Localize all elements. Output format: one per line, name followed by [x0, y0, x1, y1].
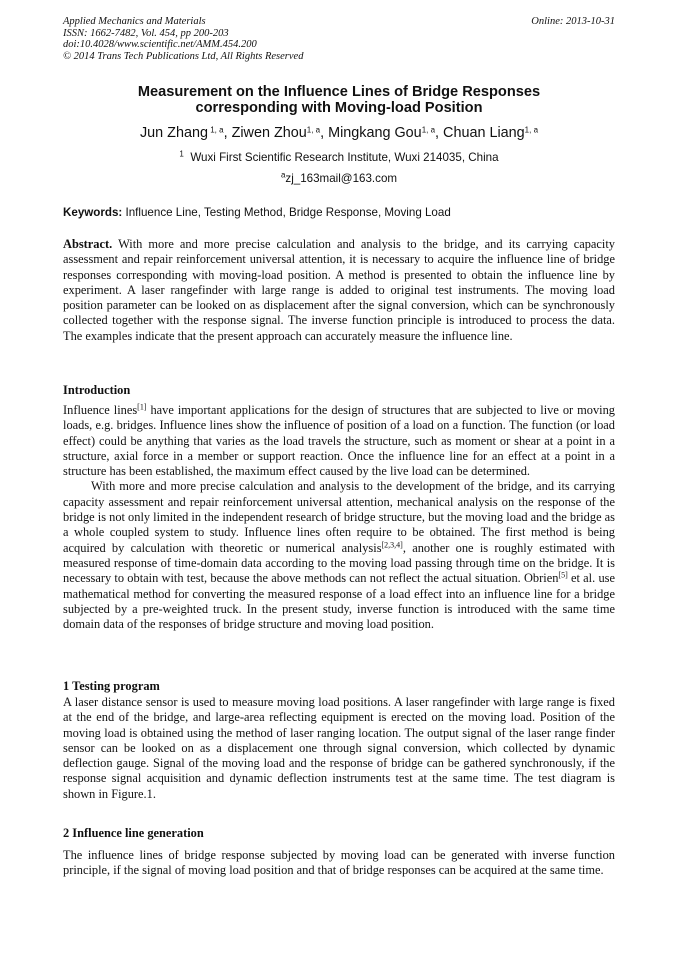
citation: [1]: [137, 402, 147, 412]
journal-header: [63, 16, 615, 62]
body-text: Influence lines: [63, 403, 138, 417]
author-affiliation-mark: 1, a: [524, 125, 539, 135]
section-2-body: [63, 848, 615, 879]
affiliation: [63, 151, 615, 165]
paper-title: [63, 84, 615, 116]
online-date: Online: 2013-10-31: [531, 16, 615, 27]
keywords: [63, 206, 615, 220]
introduction-body: [63, 403, 615, 632]
body-text: have important applications for the design of structures that are subjected to live or moving loads, e.g. bridges. Influence lines show the influence of position of a load on a function. The function (or load effect) could be anything that varies as the load travels the structure, such as moment or shear at a point in a structure, axial force in a member or support reaction. Once the influence line for an effect at a point in a structure has been established, the maximum effect caused by the live load can be determined.: [63, 403, 616, 479]
keywords-label: Keywords:: [63, 206, 123, 219]
abstract-paragraph: [63, 237, 615, 344]
title-line-2: corresponding with Moving-load Position: [195, 100, 483, 116]
email-mark: a: [280, 170, 286, 180]
author-separator: ,: [320, 125, 329, 141]
section-1-paragraph: A laser distance sensor is used to measure moving load positions. A laser rangefinder with large range is fixed at the end of the bridge, and large-area reflecting equipment is erected on the moving load. Position of the moving load is obtained using the method of laser ranging location. The output signal of the laser range finder sensor can be looked on as a displacement one through signal conversion, which collected by dynamic deflection gauge. Signal of the moving load and the response of bridge can be gathered synchronously, if the response signal acquisition and dynamic deflection instruments test at the same time. The test diagram is shown in Figure.1.: [63, 695, 615, 801]
keywords-text: Influence Line, Testing Method, Bridge Response, Moving Load: [125, 206, 451, 219]
email-address: zj_163mail@163.com: [285, 172, 398, 185]
contact-email: [63, 172, 615, 186]
abstract: [63, 237, 615, 344]
author-list: [63, 124, 615, 142]
section-2-paragraph: The influence lines of bridge response subjected by moving load can be generated with inverse function principle, if the signal of moving load position and that of bridge responses can be acquired at the same time.: [63, 848, 615, 878]
section-1-body: [63, 695, 615, 802]
author-name: Mingkang Gou: [328, 125, 422, 141]
journal-doi: doi:10.4028/www.scientific.net/AMM.454.200: [63, 39, 257, 51]
journal-copyright: © 2014 Trans Tech Publications Ltd, All Rights Reserved: [63, 50, 304, 62]
author-name: Jun Zhang: [139, 125, 208, 141]
abstract-label: Abstract.: [63, 237, 113, 251]
author-affiliation-mark: 1, a: [306, 125, 321, 135]
body-text: With more and more precise calculation and analysis to the development of the bridge, and its carrying capacity assessment and repair reinforcement universal attention, mechanical analysis on the response of the bridge is not only limited in the independent research of bridge structure, but the moving load and the bridge as a whole coupled system to study. Influence lines often require to be obtained. The first method is being acquired by calculation with theoretic or numerical analysis: [63, 479, 615, 555]
title-line-1: Measurement on the Influence Lines of Bridge Responses: [137, 84, 541, 100]
author-separator: ,: [223, 125, 232, 141]
affiliation-text: Wuxi First Scientific Research Institute, Wuxi 214035, China: [190, 151, 499, 164]
affiliation-mark: 1: [179, 149, 184, 159]
author-affiliation-mark: 1, a: [421, 125, 436, 135]
journal-issn: ISSN: 1662-7482, Vol. 454, pp 200-203: [63, 27, 229, 39]
body-text: , another one is roughly estimated with measured response of time-domain data according to the moving load passing through time on the bridge. It is necessary to obtain with test, because the above methods can not reflect the actual situation. Obrien: [63, 540, 615, 586]
introduction-paragraph-2: [63, 479, 615, 632]
author-affiliation-mark: 1, a: [207, 125, 224, 135]
section-1-heading: 1 Testing program: [63, 679, 160, 693]
section-2-heading: 2 Influence line generation: [63, 826, 204, 840]
author-name: Chuan Liang: [443, 125, 525, 141]
abstract-text: With more and more precise calculation and analysis to the bridge, and its carrying capacity assessment and repair reinforcement universal attention, it is necessary to acquire the influence line of bridge responses corresponding with moving-load position. A method is presented to obtain the influence line by experiment. A laser rangefinder with large range is added to original test instruments. The moving load position parameter can be looked on as displacement after the signal conversion, which can be synchronously collected together with the response signal. The inverse function principle is introduced to process the data. The examples indicate that the present approach can accurately measure the influence line.: [63, 237, 615, 343]
journal-name: Applied Mechanics and Materials: [63, 16, 206, 27]
author-name: Ziwen Zhou: [231, 125, 307, 141]
body-text: et al. use mathematical method for converting the measured response of a load effect into an influence line for a bridge subjected by a pre-weighted truck. In the present study, inverse function is introduced with the same time domain data of the responses of bridge structure and moving load position.: [63, 571, 615, 632]
author-separator: ,: [435, 125, 444, 141]
citation: [5]: [558, 570, 568, 580]
introduction-paragraph-1: [63, 403, 615, 479]
introduction-heading: Introduction: [63, 383, 131, 397]
citation: [2,3,4]: [381, 540, 403, 550]
